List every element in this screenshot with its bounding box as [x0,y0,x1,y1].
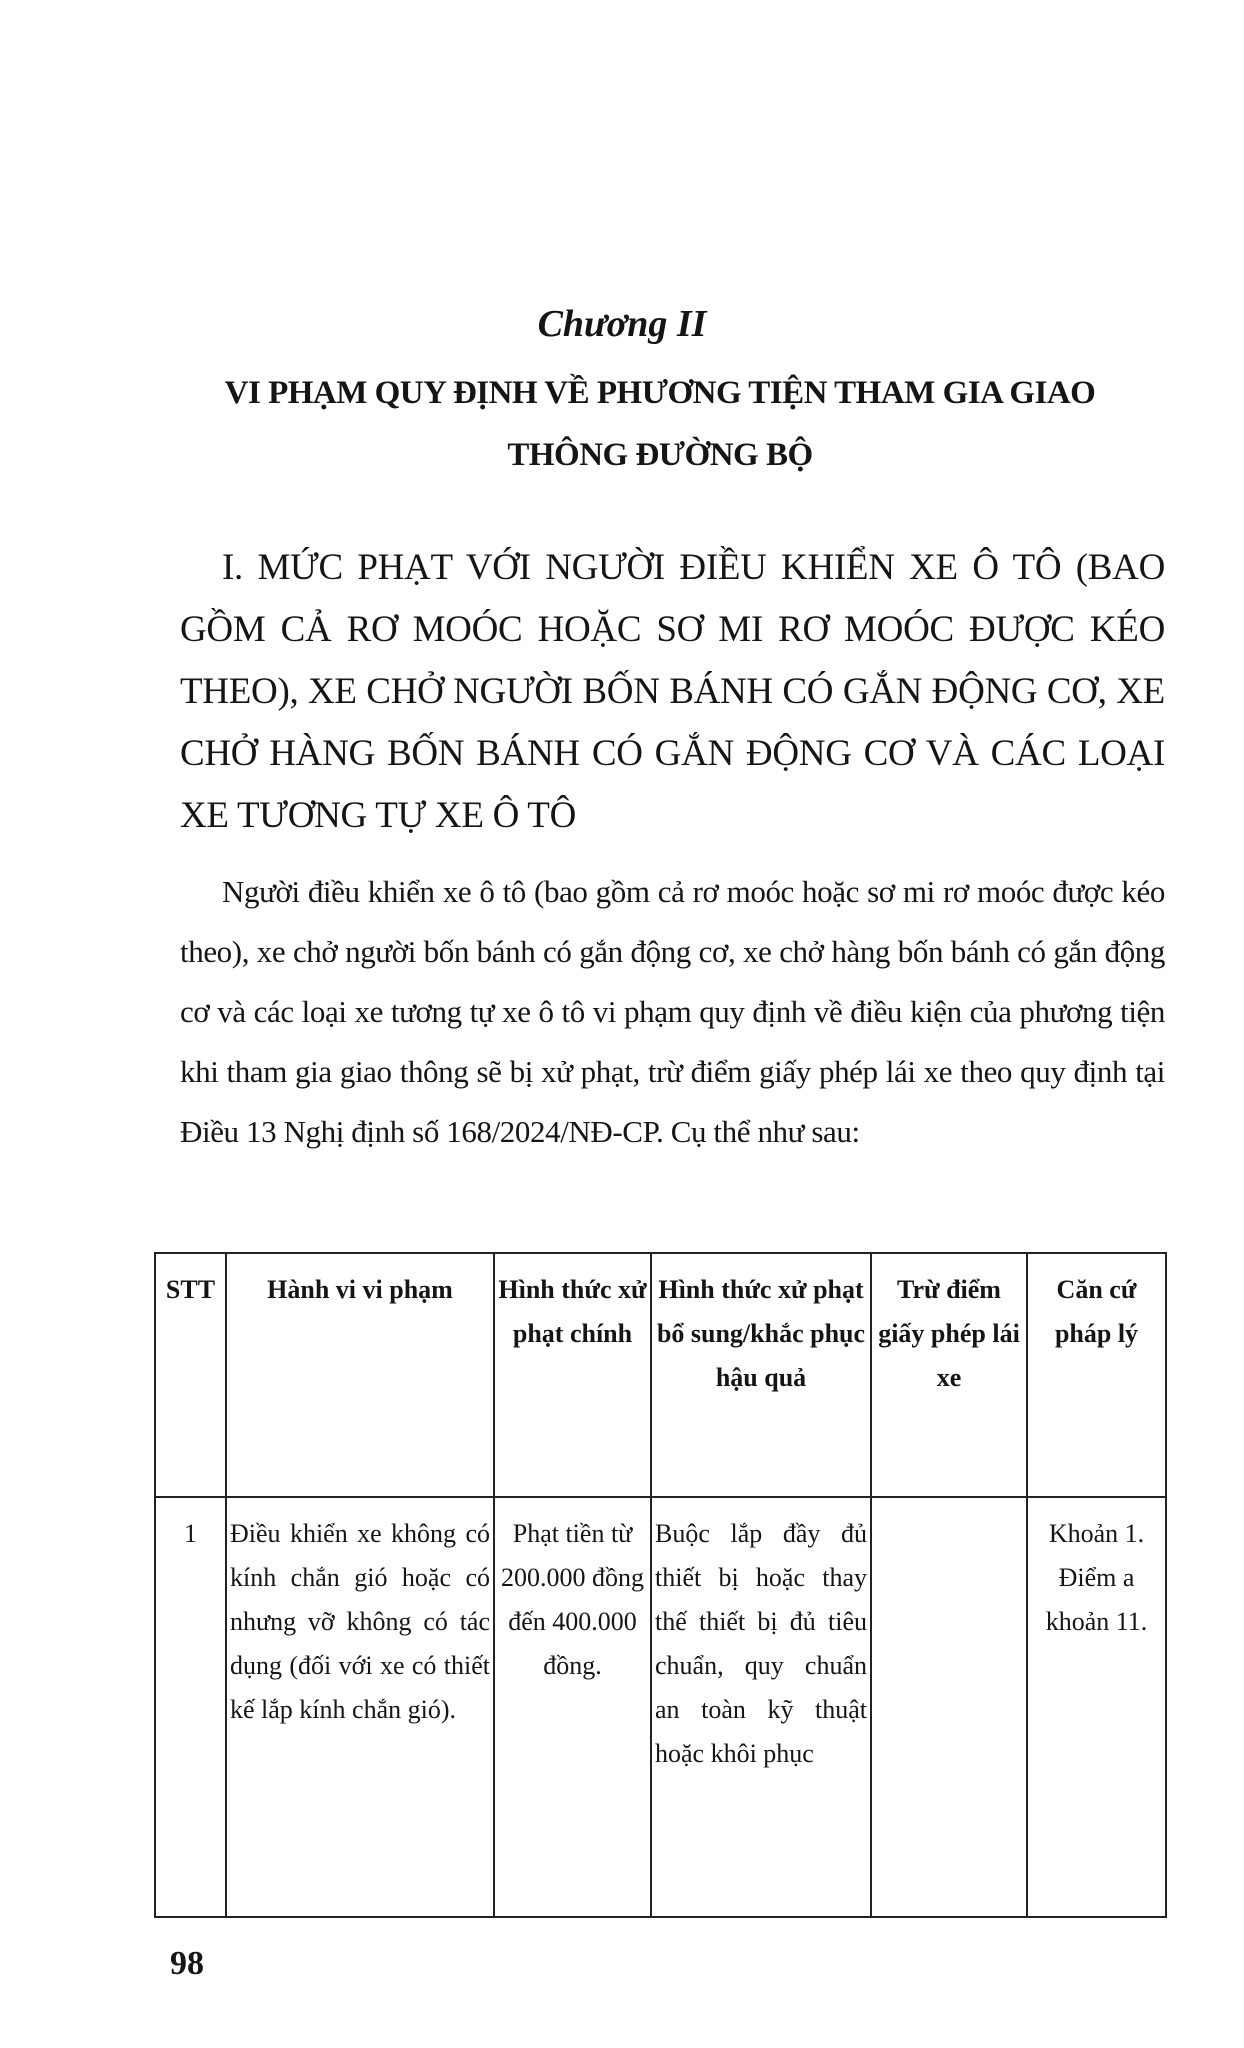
header-main-penalty: Hình thức xử phạt chính [494,1253,651,1497]
header-legal-basis: Căn cứ pháp lý [1027,1253,1166,1497]
cell-main-penalty: Phạt tiền từ 200.000 đồng đến 400.000 đồng. [494,1497,651,1917]
cell-points-deducted [871,1497,1027,1917]
chapter-label: Chương II [537,303,707,345]
cell-stt: 1 [155,1497,226,1917]
cell-additional-penalty: Buộc lắp đầy đủ thiết bị hoặc thay thế thiết bị đủ tiêu chuẩn, quy chuẩn an toàn kỹ thuật hoặc khôi phục [651,1497,871,1917]
violations-table [154,1252,1167,1918]
page-number: 98 [170,1945,204,1982]
cell-legal-basis: Khoản 1. Điểm a khoản 11. [1027,1497,1166,1917]
intro-paragraph: Người điều khiển xe ô tô (bao gồm cả rơ moóc hoặc sơ mi rơ moóc được kéo theo), xe chở người bốn bánh có gắn động cơ, xe chở hàng bốn bánh có gắn động cơ và các loại xe tương tự xe ô tô vi phạm quy định về điều kiện của phương tiện khi tham gia giao thông sẽ bị xử phạt, trừ điểm giấy phép lái xe theo quy định tại Điều 13 Nghị định số 168/2024/NĐ-CP. Cụ thể như sau: [180,874,1165,1149]
cell-violation: Điều khiển xe không có kính chắn gió hoặc có nhưng vỡ không có tác dụng (đối với xe có thiết kế lắp kính chắn gió). [226,1497,494,1917]
chapter-title: VI PHẠM QUY ĐỊNH VỀ PHƯƠNG TIỆN THAM GIA GIAO THÔNG ĐƯỜNG BỘ [224,375,1096,473]
section-heading: I. MỨC PHẠT VỚI NGƯỜI ĐIỀU KHIỂN XE Ô TÔ (BAO GỒM CẢ RƠ MOÓC HOẶC SƠ MI RƠ MOÓC ĐƯỢC KÉO THEO), XE CHỞ NGƯỜI BỐN BÁNH CÓ GẮN ĐỘNG CƠ, XE CHỞ HÀNG BỐN BÁNH CÓ GẮN ĐỘNG CƠ VÀ CÁC LOẠI XE TƯƠNG TỰ XE Ô TÔ [180,547,1165,836]
header-stt: STT [155,1253,226,1497]
header-additional-penalty: Hình thức xử phạt bổ sung/khắc phục hậu quả [651,1253,871,1497]
table-row [155,1497,1166,1917]
table-header-row [155,1253,1166,1497]
header-violation: Hành vi vi phạm [226,1253,494,1497]
header-points-deducted: Trừ điểm giấy phép lái xe [871,1253,1027,1497]
